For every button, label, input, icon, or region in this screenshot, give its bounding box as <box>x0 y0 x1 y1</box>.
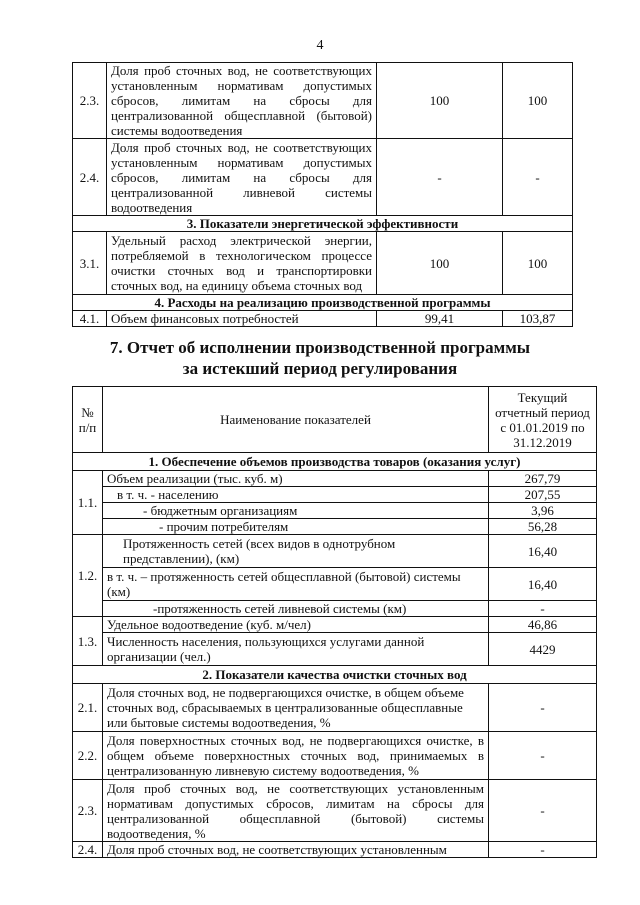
report-heading-line-1: 7. Отчет об исполнении производственной программы <box>109 338 531 357</box>
row-value-1: 99,41 <box>377 311 503 327</box>
row-name: Численность населения, пользующихся услугами данной организации (чел.) <box>103 633 489 666</box>
row-value: 207,55 <box>489 487 597 503</box>
row-name: - прочим потребителям <box>103 519 489 535</box>
row-number: 2.4. <box>73 842 103 858</box>
table-row <box>73 487 597 503</box>
row-value: 267,79 <box>489 471 597 487</box>
row-name: Удельный расход электрической энергии, потребляемой в технологическом процессе очистки сточных вод и транспортировки сточных вод, на единицу объема сточных вод <box>107 232 377 295</box>
row-name: в т. ч. - населению <box>103 487 489 503</box>
row-value: 4429 <box>489 633 597 666</box>
report-heading-line-2: за истекший период регулирования <box>182 359 458 378</box>
row-number: 2.3. <box>73 63 107 139</box>
section-title: 1. Обеспечение объемов производства товаров (оказания услуг) <box>73 453 597 471</box>
indicators-table-continued <box>72 62 573 327</box>
row-number: 1.3. <box>73 617 103 666</box>
row-name: Доля проб сточных вод, не соответствующих установленным нормативам допустимых сбросов, лимитам на сбросы для централизованной общесплавной (бытовой) системы водоотведения <box>107 63 377 139</box>
row-number: 4.1. <box>73 311 107 327</box>
row-value-1: 100 <box>377 63 503 139</box>
row-value: - <box>489 842 597 858</box>
header-name: Наименование показателей <box>103 387 489 453</box>
row-name: Доля проб сточных вод, не соответствующих установленным нормативам допустимых сбросов, лимитам на сбросы для централизованной общесплавной (бытовой) системы водоотведения, % <box>103 780 489 842</box>
row-number: 2.2. <box>73 732 103 780</box>
row-name: - бюджетным организациям <box>103 503 489 519</box>
row-value: 46,86 <box>489 617 597 633</box>
section-row <box>73 453 597 471</box>
row-number: 2.3. <box>73 780 103 842</box>
table-row <box>73 503 597 519</box>
table-row <box>73 519 597 535</box>
table-row <box>73 232 573 295</box>
table-row <box>73 568 597 601</box>
row-name: Удельное водоотведение (куб. м/чел) <box>103 617 489 633</box>
table-row <box>73 471 597 487</box>
table-row <box>73 311 573 327</box>
header-row <box>73 387 597 453</box>
row-value: - <box>489 780 597 842</box>
header-period: Текущий отчетный период с 01.01.2019 по 31.12.2019 <box>489 387 597 453</box>
row-number: 1.2. <box>73 535 103 617</box>
table-row <box>73 684 597 732</box>
row-value-2: 100 <box>503 63 573 139</box>
row-value: - <box>489 684 597 732</box>
section-title: 3. Показатели энергетической эффективности <box>73 216 573 232</box>
row-name: Доля проб сточных вод, не соответствующих установленным <box>103 842 489 858</box>
row-value-2: - <box>503 139 573 216</box>
table-row <box>73 842 597 858</box>
report-table <box>72 386 597 858</box>
row-name: Объем финансовых потребностей <box>107 311 377 327</box>
row-value: 16,40 <box>489 535 597 568</box>
row-number: 1.1. <box>73 471 103 535</box>
row-number: 2.4. <box>73 139 107 216</box>
section-title: 2. Показатели качества очистки сточных вод <box>73 666 597 684</box>
row-value: - <box>489 601 597 617</box>
row-name: в т. ч. – протяженность сетей общесплавной (бытовой) системы (км) <box>103 568 489 601</box>
row-name: Протяженность сетей (всех видов в однотрубном представлении), (км) <box>103 535 489 568</box>
row-name: Доля проб сточных вод, не соответствующих установленным нормативам допустимых сбросов, лимитам на сбросы для централизованной ливневой системы водоотведения <box>107 139 377 216</box>
row-value-2: 103,87 <box>503 311 573 327</box>
table-row <box>73 63 573 139</box>
page-number: 4 <box>316 38 324 53</box>
table-row <box>73 535 597 568</box>
row-value-1: 100 <box>377 232 503 295</box>
row-value: 56,28 <box>489 519 597 535</box>
table-row <box>73 780 597 842</box>
section-row <box>73 216 573 232</box>
row-name: Доля поверхностных сточных вод, не подвергающихся очистке, в общем объеме поверхностных сточных вод, принимаемых в централизованную ливневую систему водоотведения, % <box>103 732 489 780</box>
row-value: 3,96 <box>489 503 597 519</box>
section-row <box>73 295 573 311</box>
row-number: 3.1. <box>73 232 107 295</box>
row-value: - <box>489 732 597 780</box>
row-name: -протяженность сетей ливневой системы (км) <box>103 601 489 617</box>
report-heading <box>0 337 640 379</box>
row-value: 16,40 <box>489 568 597 601</box>
section-title: 4. Расходы на реализацию производственной программы <box>73 295 573 311</box>
row-value-1: - <box>377 139 503 216</box>
table-row <box>73 601 597 617</box>
header-number: № п/п <box>73 387 103 453</box>
table-row <box>73 139 573 216</box>
table-row <box>73 732 597 780</box>
section-row <box>73 666 597 684</box>
row-number: 2.1. <box>73 684 103 732</box>
table-row <box>73 633 597 666</box>
row-name: Объем реализации (тыс. куб. м) <box>103 471 489 487</box>
table-row <box>73 617 597 633</box>
row-name: Доля сточных вод, не подвергающихся очистке, в общем объеме сточных вод, сбрасываемых в централизованные общесплавные или бытовые системы водоотведения, % <box>103 684 489 732</box>
row-value-2: 100 <box>503 232 573 295</box>
